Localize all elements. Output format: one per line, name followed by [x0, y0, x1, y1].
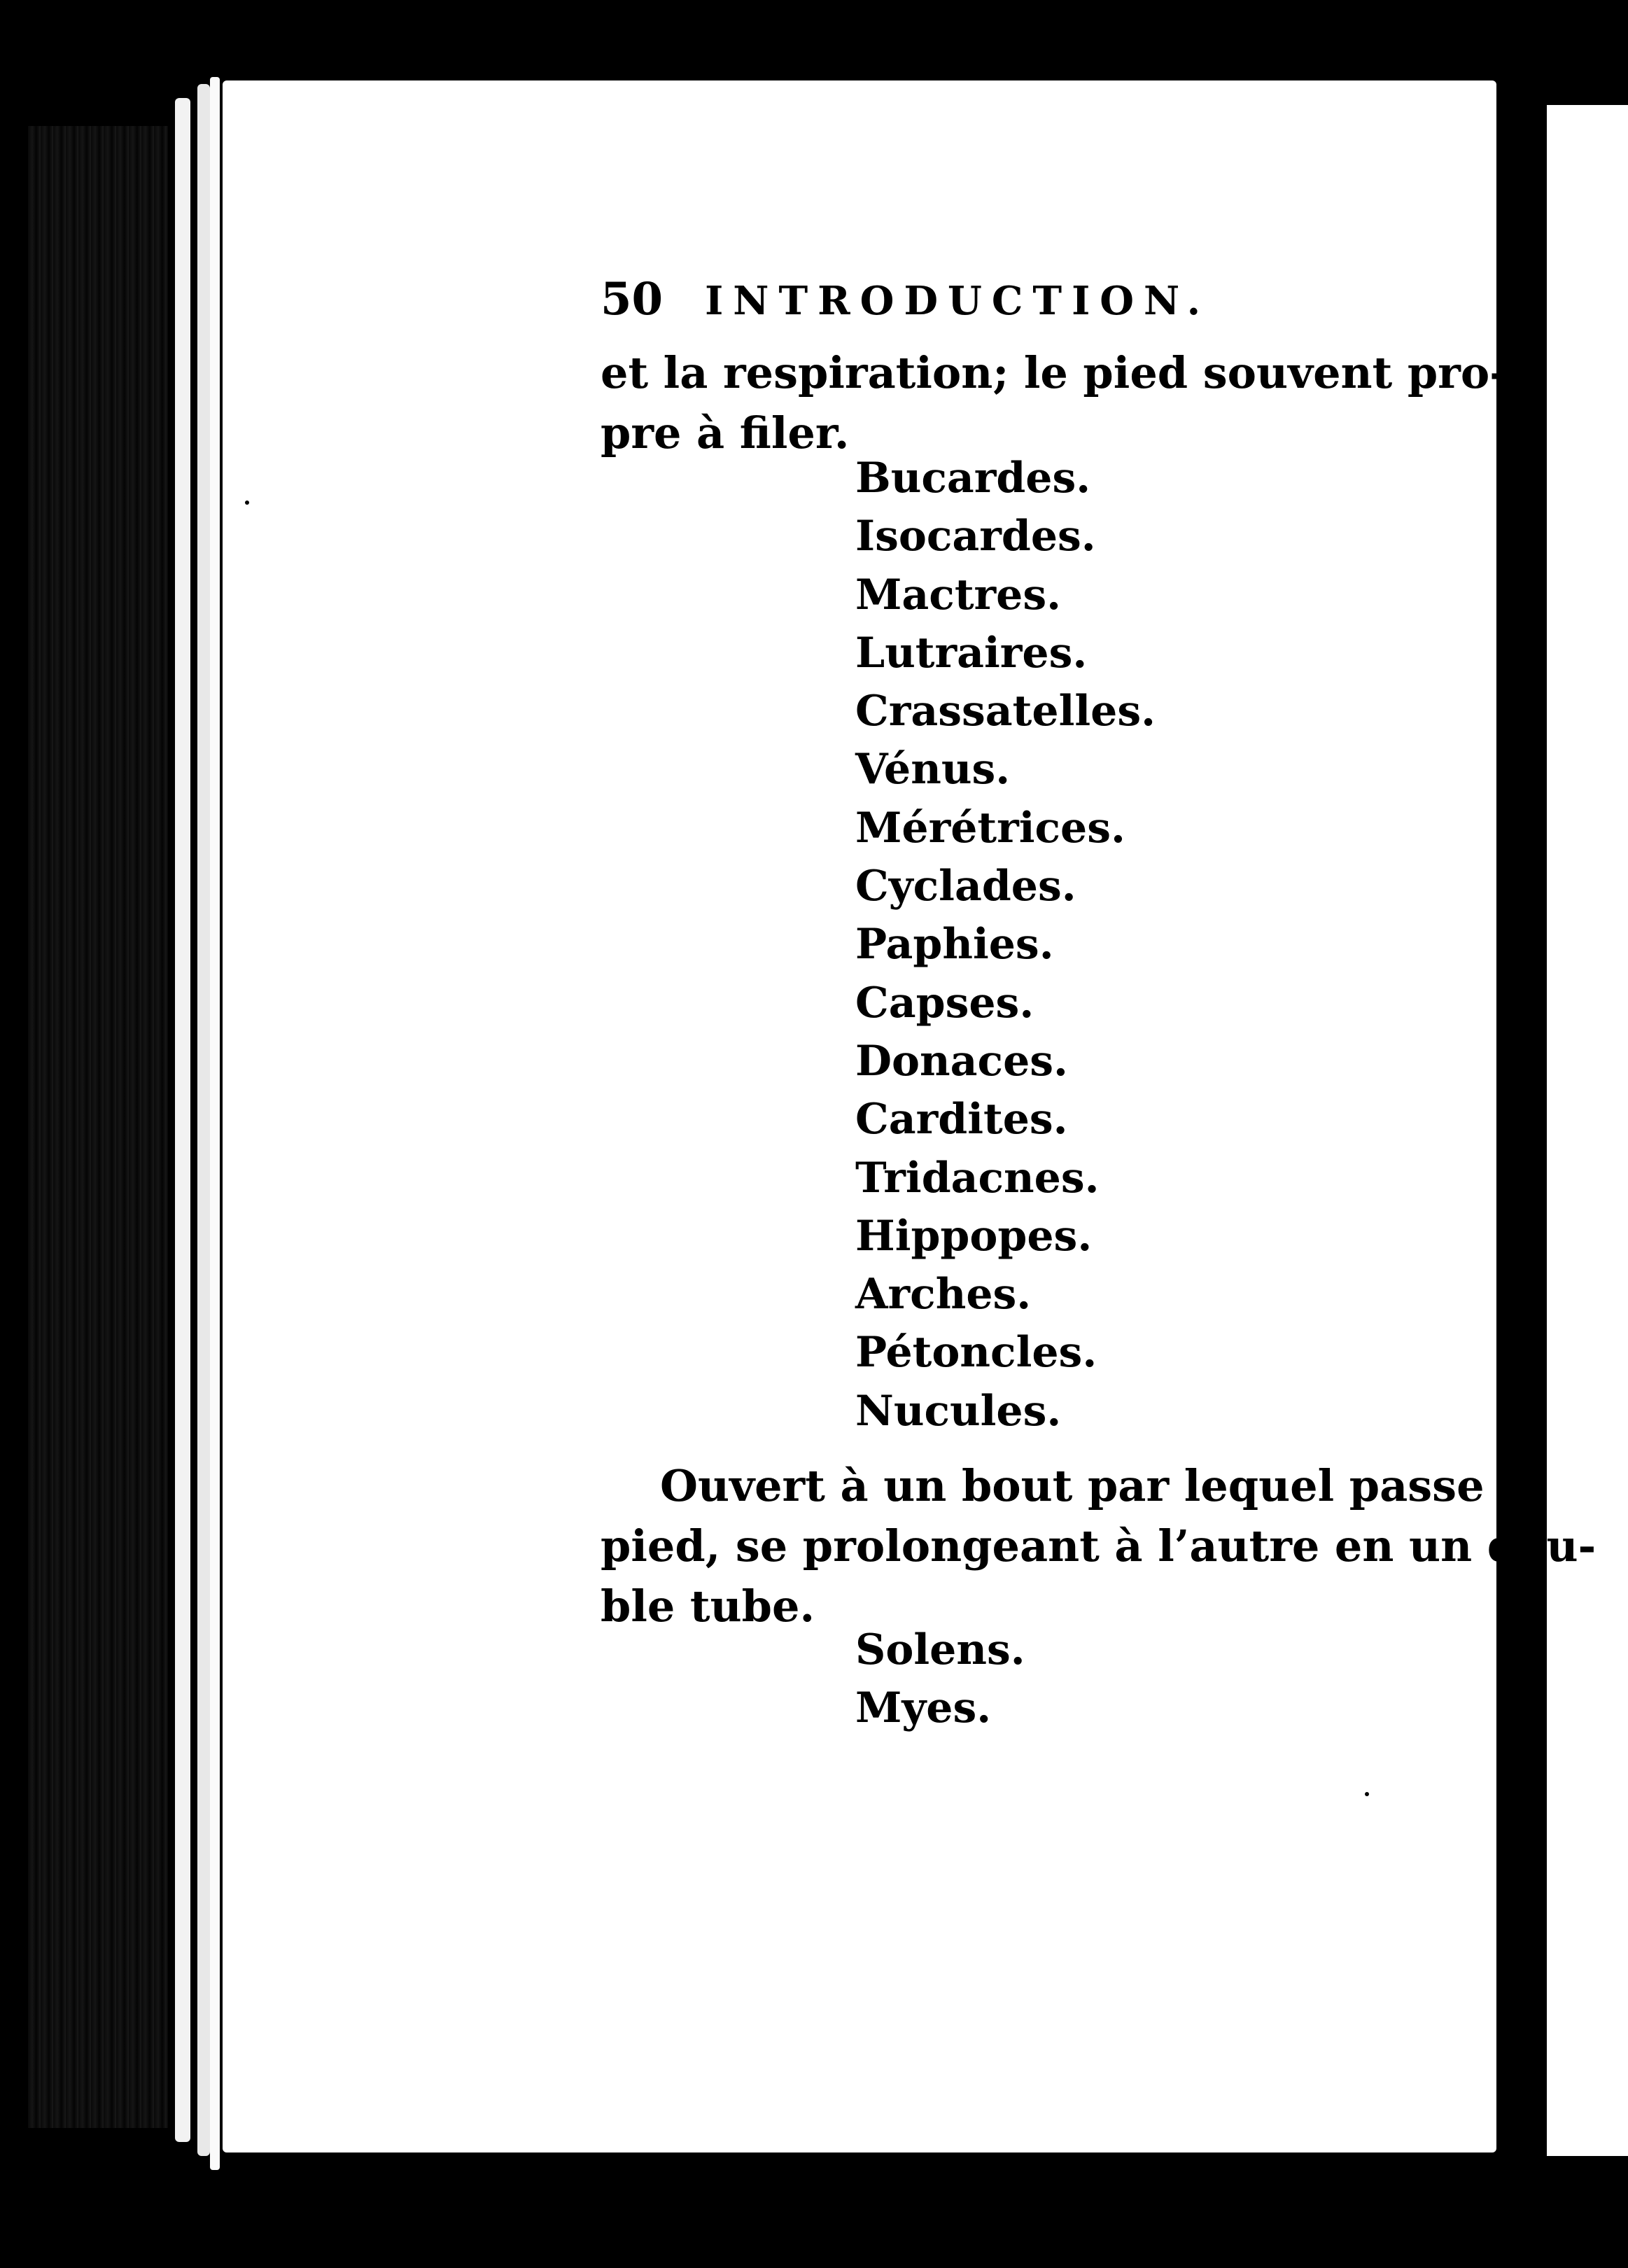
genus-list [855, 1621, 1025, 1738]
page-number: 50 [601, 273, 664, 326]
list-item: Arches. [855, 1270, 1032, 1320]
list-item: Nucules. [855, 1386, 1062, 1436]
list-item: Isocardes. [855, 512, 1096, 561]
paragraph [601, 1456, 1596, 1637]
running-head [601, 273, 1210, 326]
page-stack-shadow [28, 126, 168, 2128]
text-line-content: Ouvert à un bout par lequel passe le [660, 1460, 1544, 1511]
list-item: Cardites. [855, 1095, 1068, 1144]
page-edge [197, 84, 210, 2156]
list-item: Pétoncles. [855, 1328, 1097, 1378]
running-head-title: INTRODUCTION. [705, 278, 1211, 324]
list-item: Paphies. [855, 920, 1054, 969]
list-item: Bucardes. [855, 454, 1091, 503]
page-edge [210, 77, 220, 2170]
list-item: Lutraires. [855, 628, 1088, 678]
book-gutter [1505, 98, 1547, 2156]
list-item: Mérétrices. [855, 803, 1125, 853]
ink-speck [1365, 1792, 1369, 1796]
list-item: Capses. [855, 978, 1034, 1028]
text-line: pre à filer. [601, 407, 850, 458]
page-edge [175, 98, 190, 2142]
list-item: Hippopes. [855, 1211, 1093, 1261]
ink-speck [20, 186, 24, 190]
text-line: ble tube. [601, 1581, 815, 1632]
list-item: Tridacnes. [855, 1153, 1100, 1203]
list-item: Mactres. [855, 570, 1061, 620]
text-line: pied, se prolongeant à l’autre en un dou- [601, 1520, 1597, 1572]
list-item: Cyclades. [855, 862, 1076, 911]
list-item: Myes. [855, 1684, 992, 1733]
list-item: Crassatelles. [855, 687, 1156, 736]
genus-list [855, 449, 1156, 1441]
list-item: Donaces. [855, 1036, 1068, 1086]
list-item: Solens. [855, 1625, 1025, 1674]
ink-speck [245, 500, 249, 505]
list-item: Vénus. [855, 745, 1011, 794]
text-line [601, 1456, 1596, 1516]
facing-page-edge [1547, 105, 1628, 2156]
text-line: et la respiration; le pied souvent pro- [601, 347, 1508, 398]
paragraph [601, 343, 1508, 463]
